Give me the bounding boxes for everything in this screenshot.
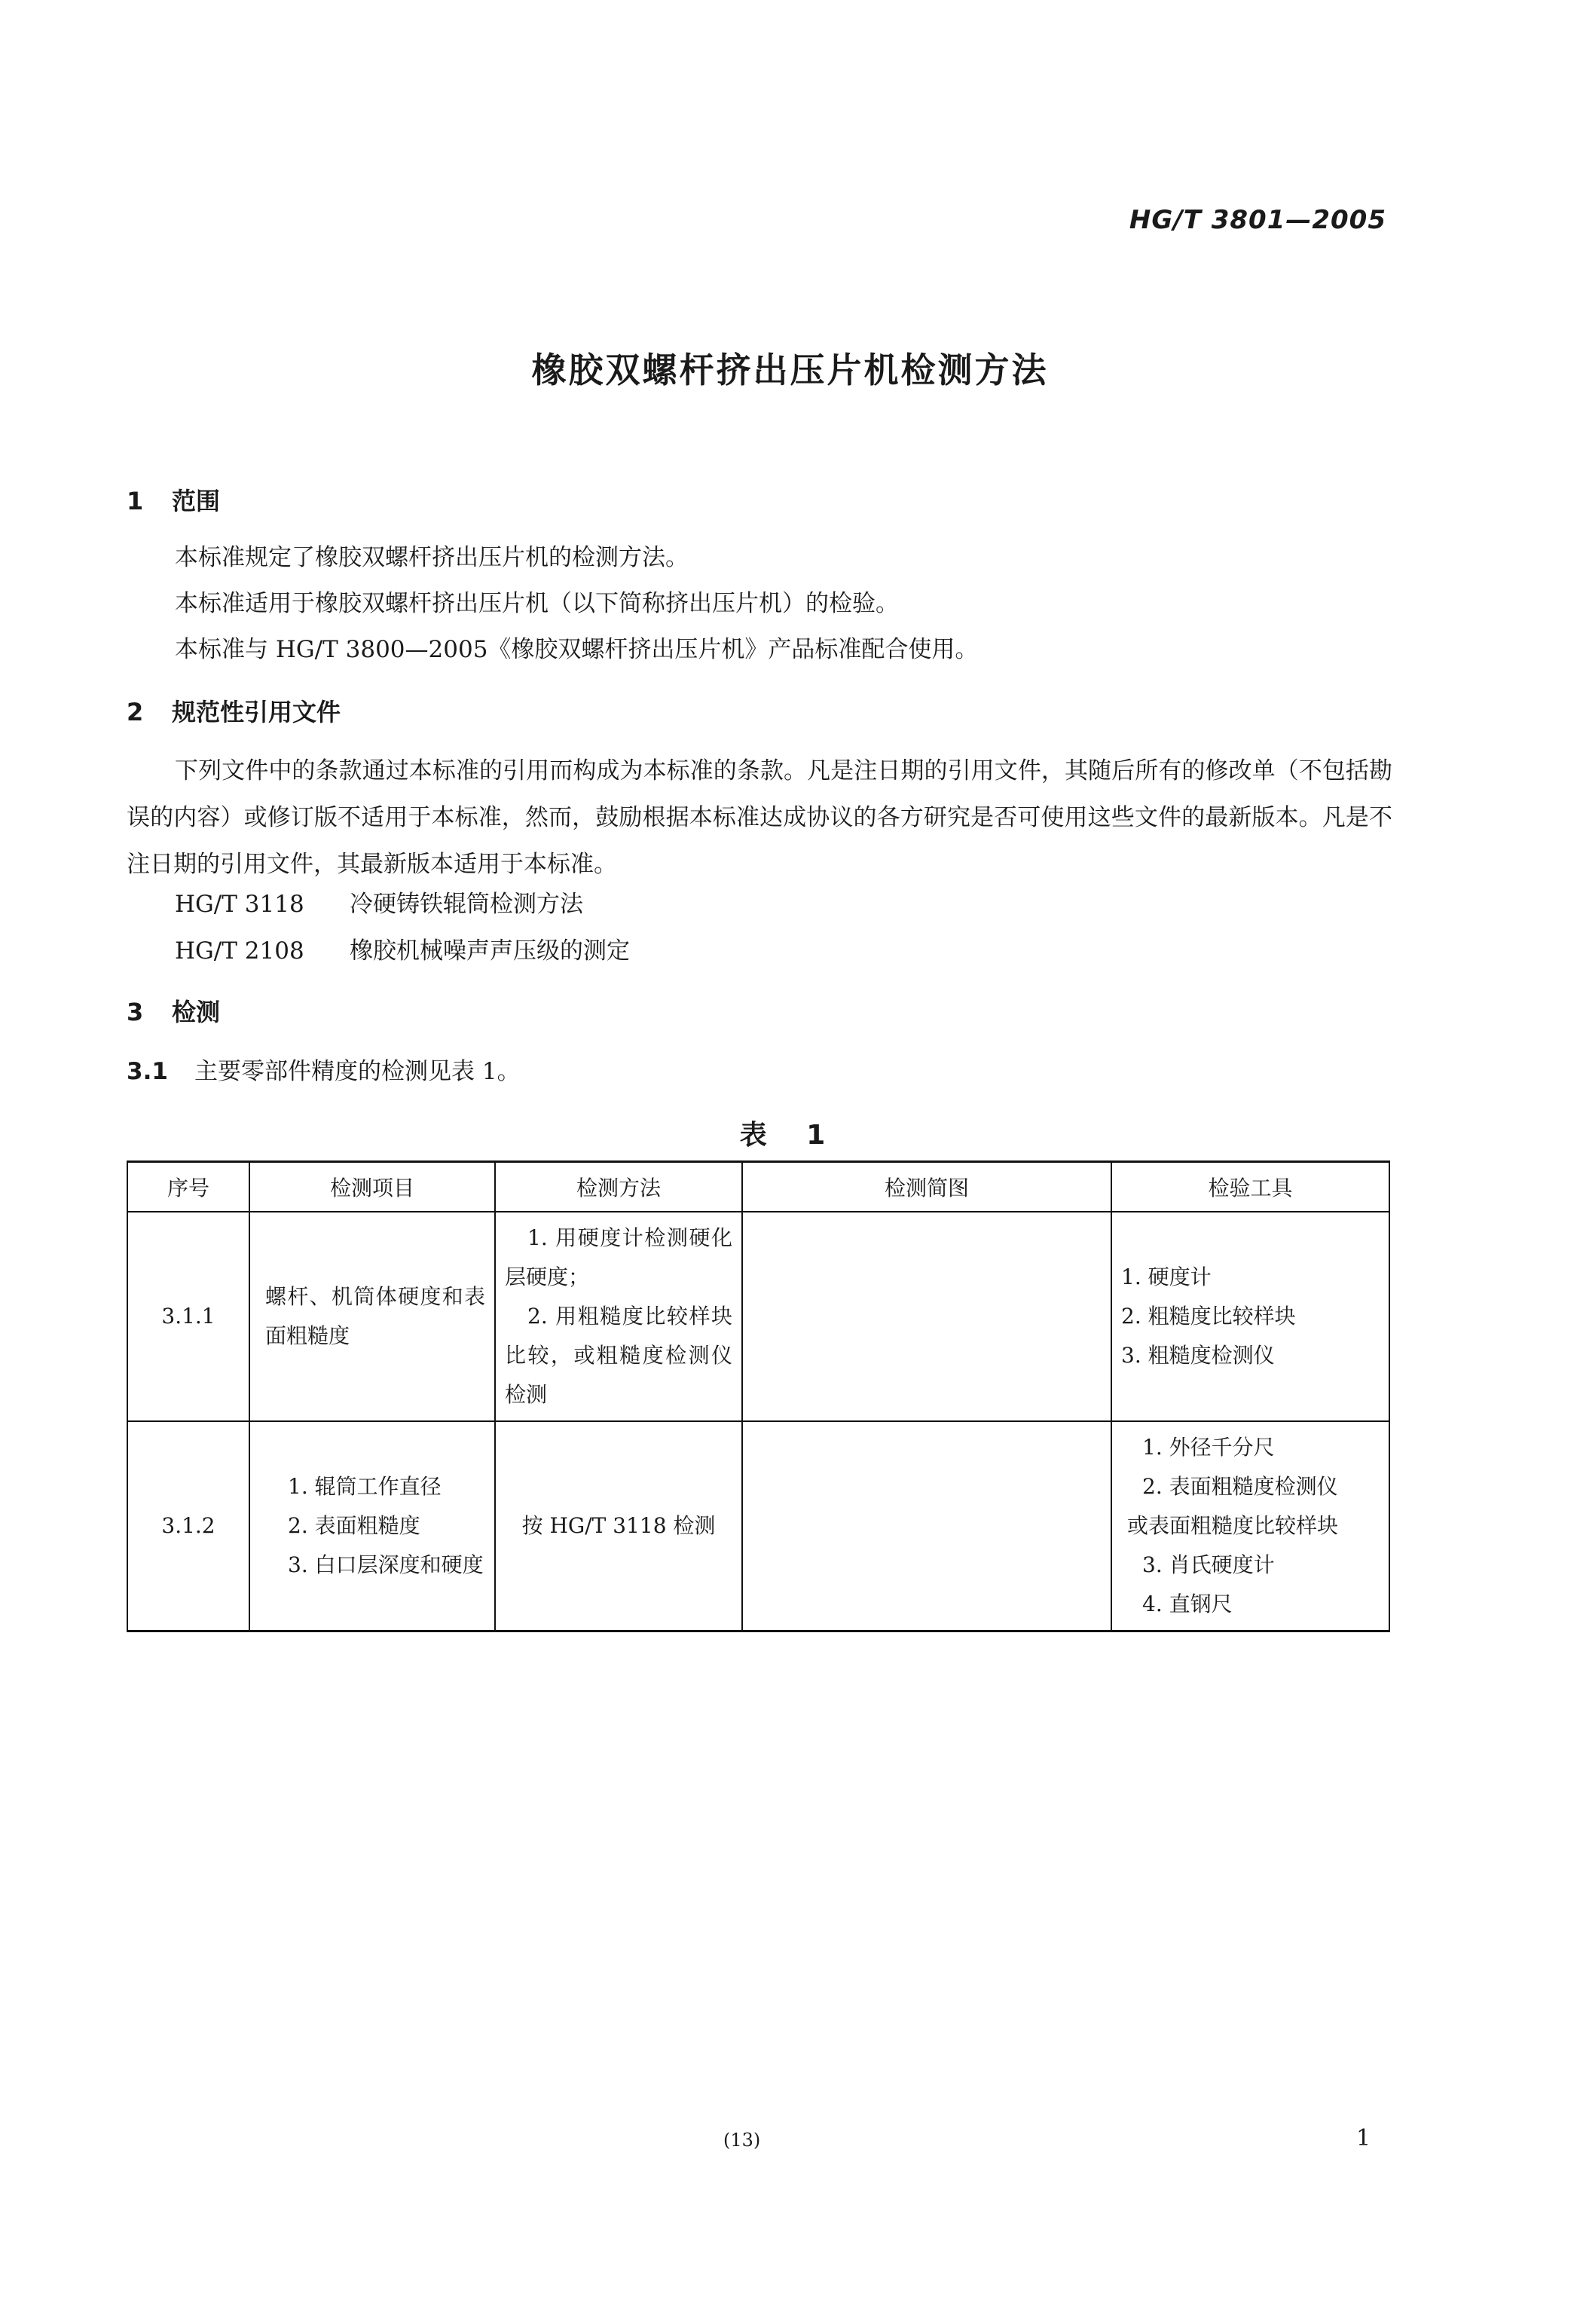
subsection-number: 3.1 xyxy=(127,1058,168,1085)
subsection-3-1 xyxy=(127,1049,521,1095)
section-number: 1 xyxy=(127,487,144,515)
footer-page-number: 1 xyxy=(1356,2125,1371,2151)
section-3-heading xyxy=(127,993,220,1028)
scope-paragraph-3: 本标准与 HG/T 3800—2005《橡胶双螺杆挤出压片机》产品标准配合使用。 xyxy=(175,636,979,663)
header-inspection-method: 检测方法 xyxy=(495,1162,742,1212)
tool-line: 1. 外径千分尺 xyxy=(1142,1435,1275,1460)
subsection-text: 主要零部件精度的检测见表 1。 xyxy=(194,1058,521,1085)
table-header-row xyxy=(127,1162,1389,1212)
tool-line: 或表面粗糙度比较样块 xyxy=(1127,1513,1339,1538)
footer-page-marker: (13) xyxy=(723,2130,761,2151)
item-line: 3. 白口层深度和硬度 xyxy=(288,1552,484,1577)
table-row xyxy=(127,1212,1389,1421)
row-inspection-method xyxy=(495,1212,742,1421)
header-inspection-item: 检测项目 xyxy=(249,1162,495,1212)
reference-title: 橡胶机械噪声声压级的测定 xyxy=(350,937,630,965)
tool-line: 2. 表面粗糙度检测仪 xyxy=(1142,1474,1338,1499)
row-inspection-item xyxy=(249,1421,495,1631)
header-serial-number: 序号 xyxy=(127,1162,249,1212)
reference-title: 冷硬铸铁辊筒检测方法 xyxy=(350,891,583,918)
reference-item xyxy=(175,882,583,928)
table-caption: 表 1 xyxy=(739,1120,841,1151)
table-row xyxy=(127,1421,1389,1631)
row-serial-number: 3.1.2 xyxy=(127,1421,249,1631)
method-line: 1. 用硬度计检测硬化层硬度； xyxy=(505,1225,732,1289)
section-2-heading xyxy=(127,693,341,728)
reference-code: HG/T 2108 xyxy=(175,937,304,965)
item-line: 2. 表面粗糙度 xyxy=(288,1513,420,1538)
reference-code: HG/T 3118 xyxy=(175,891,304,918)
section-title: 规范性引用文件 xyxy=(172,698,341,726)
row-inspection-method: 按 HG/T 3118 检测 xyxy=(495,1421,742,1631)
section-1-heading xyxy=(127,482,220,517)
tool-line: 1. 硬度计 xyxy=(1121,1264,1212,1289)
item-line: 1. 辊筒工作直径 xyxy=(288,1474,442,1499)
row-serial-number: 3.1.1 xyxy=(127,1212,249,1421)
method-line: 2. 用粗糙度比较样块比较，或粗糙度检测仪检测 xyxy=(505,1304,732,1407)
normative-references-intro: 下列文件中的条款通过本标准的引用而构成为本标准的条款。凡是注日期的引用文件，其随后所有的修改单（不包括勘误的内容）或修订版不适用于本标准，然而，鼓励根据本标准达成协议的各方研究是否可使用这些文件的最新版本。凡是不注日期的引用文件，其最新版本适用于本标准。 xyxy=(127,757,1392,878)
section-title: 检测 xyxy=(172,998,221,1026)
scope-paragraph-2: 本标准适用于橡胶双螺杆挤出压片机（以下简称挤出压片机）的检验。 xyxy=(175,590,899,617)
header-inspection-tools: 检验工具 xyxy=(1111,1162,1389,1212)
scope-paragraph-1: 本标准规定了橡胶双螺杆挤出压片机的检测方法。 xyxy=(175,544,689,571)
section-number: 3 xyxy=(127,998,144,1026)
row-inspection-tools xyxy=(1111,1212,1389,1421)
row-inspection-diagram xyxy=(742,1421,1111,1631)
tool-line: 3. 粗糙度检测仪 xyxy=(1121,1343,1275,1368)
header-inspection-diagram: 检测简图 xyxy=(742,1162,1111,1212)
reference-item xyxy=(175,928,630,974)
row-inspection-item: 螺杆、机筒体硬度和表面粗糙度 xyxy=(249,1212,495,1421)
document-title: 橡胶双螺杆挤出压片机检测方法 xyxy=(531,350,1049,390)
standard-code: HG/T 3801—2005 xyxy=(1129,205,1386,235)
tool-line: 2. 粗糙度比较样块 xyxy=(1121,1304,1296,1329)
section-number: 2 xyxy=(127,698,144,726)
tool-line: 4. 直钢尺 xyxy=(1142,1592,1233,1616)
row-inspection-tools xyxy=(1111,1421,1389,1631)
section-title: 范围 xyxy=(172,487,221,515)
row-inspection-diagram xyxy=(742,1212,1111,1421)
inspection-table xyxy=(127,1160,1390,1632)
tool-line: 3. 肖氏硬度计 xyxy=(1142,1552,1275,1577)
